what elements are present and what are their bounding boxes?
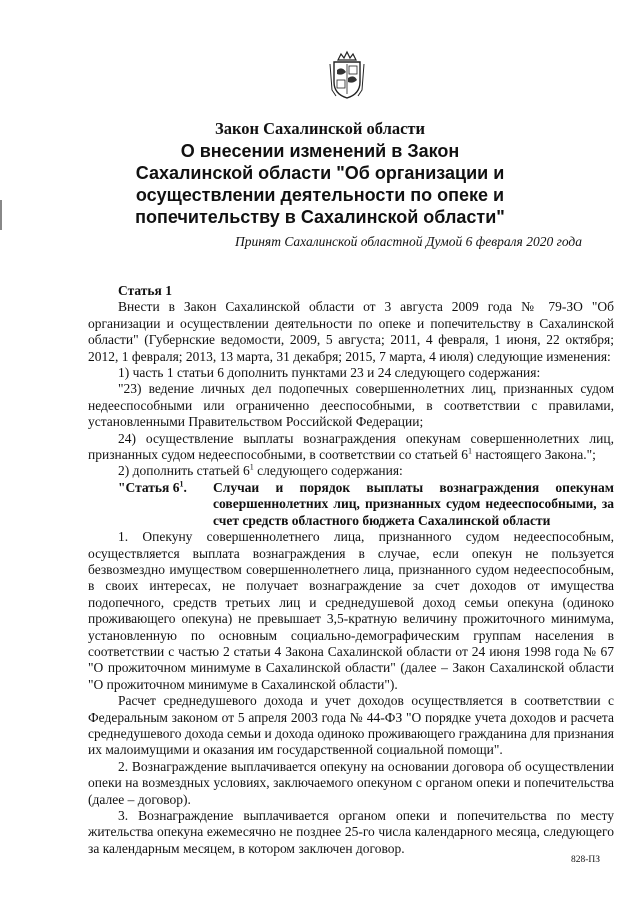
scan-edge-mark xyxy=(0,200,2,230)
new-article-title: Случаи и порядок выплаты вознаграждения опекунам совершеннолетних лиц, признанных судом недееспособными, за счет средств областного бюджета Сахалинской области xyxy=(213,479,614,528)
new-article-heading xyxy=(118,480,614,529)
article-intro: Внести в Закон Сахалинской области от 3 августа 2009 года № 79-ЗО "Об организации и осуществлении деятельности по опеке и попечительству в Сахалинской области" (Губернские ведомости, 2009, 5 августа; 2011, 4 февраля, 1 июня, 22 октября; 2012, 1 февраля; 2013, 13 марта, 31 декабря; 2015, 7 марта, 4 июля) следующие изменения: xyxy=(88,299,614,364)
clause-24-text: 24) осуществление выплаты вознаграждения опекунам совершеннолетних лиц, признанных судом недееспособными, в соответствии со статьей 6 xyxy=(88,430,614,463)
document-body xyxy=(88,283,614,857)
new-article-label-text: "Статья 6 xyxy=(118,479,180,495)
coat-of-arms-icon xyxy=(328,50,366,102)
superscript: 1 xyxy=(467,446,472,456)
new-article-label xyxy=(118,480,213,529)
amendment-item-1: 1) часть 1 статьи 6 дополнить пунктами 23 и 24 следующего содержания: xyxy=(118,365,541,381)
document-code: 828-ПЗ xyxy=(570,855,600,865)
amendment-item-2 xyxy=(88,463,614,479)
superscript: 1 xyxy=(249,462,254,472)
adoption-note: Принят Сахалинской областной Думой 6 февраля 2020 года xyxy=(234,234,582,249)
item-2-text: 2) дополнить статьей 6 xyxy=(118,463,250,479)
paragraph-1-calc: Расчет среднедушевого дохода и учет доходов осуществляется в соответствии с Федеральным законом от 5 апреля 2003 года № 44-ФЗ "О порядке учета доходов и расчета среднедушевого дохода семьи и дохода одиноко проживающего гражданина для признания их малоимущими и оказания им государственной социальной помощи". xyxy=(88,693,614,758)
law-title: О внесении изменений в Закон Сахалинской области "Об организации и осуществлении деятельности по опеке и попечительству в Сахалинской области" xyxy=(135,141,505,227)
paragraph-1: 1. Опекуну совершеннолетнего лица, признанного судом недееспособным, осуществляется выплата вознаграждения в случае, если опекун не пользуется безвозмездно имуществом совершеннолетнего лица, признанного судом недееспособным, в своих интересах, не получает вознаграждение за счет доходов от имущества подопечного, средств третьих лиц и среднедушевой доход семьи опекуна (одиноко проживающего опекуна) не превышает 3,5-кратную величину прожиточного минимума, установленную по основным социально-демографическим группам населения в соответствии с частью 2 статьи 4 Закона Сахалинской области от 24 июня 1998 года № 67 "О прожиточном минимуме в Сахалинской области" (далее – Закон Сахалинской области "О прожиточном минимуме в Сахалинской области"). xyxy=(88,529,614,692)
title-block xyxy=(120,118,520,228)
clause-23: "23) ведение личных дел подопечных совершеннолетних лиц, признанных судом недееспособными или ограниченно дееспособными, в соответствии с правилами, установленными Правительством Российской Федерации; xyxy=(88,381,614,430)
clause-24 xyxy=(88,431,614,464)
item-2-text-end: следующего содержания: xyxy=(253,463,403,479)
superscript: 1 xyxy=(179,479,184,489)
law-name: Закон Сахалинской области xyxy=(214,119,426,138)
new-article-dot: . xyxy=(183,479,187,495)
paragraph-3: 3. Вознаграждение выплачивается органом опеки и попечительства по месту жительства опекуна ежемесячно не позднее 25-го числа календарного месяца, следующего за календарным месяцем, в котором заключен договор. xyxy=(88,808,614,856)
paragraph-2: 2. Вознаграждение выплачивается опекуну на основании договора об осуществлении опеки на возмездных условиях, заключаемого опекуном с органом опеки и попечительства (далее – договор). xyxy=(88,758,614,807)
clause-24-text-end: настоящего Закона."; xyxy=(471,447,596,463)
article-heading: Статья 1 xyxy=(118,283,172,298)
